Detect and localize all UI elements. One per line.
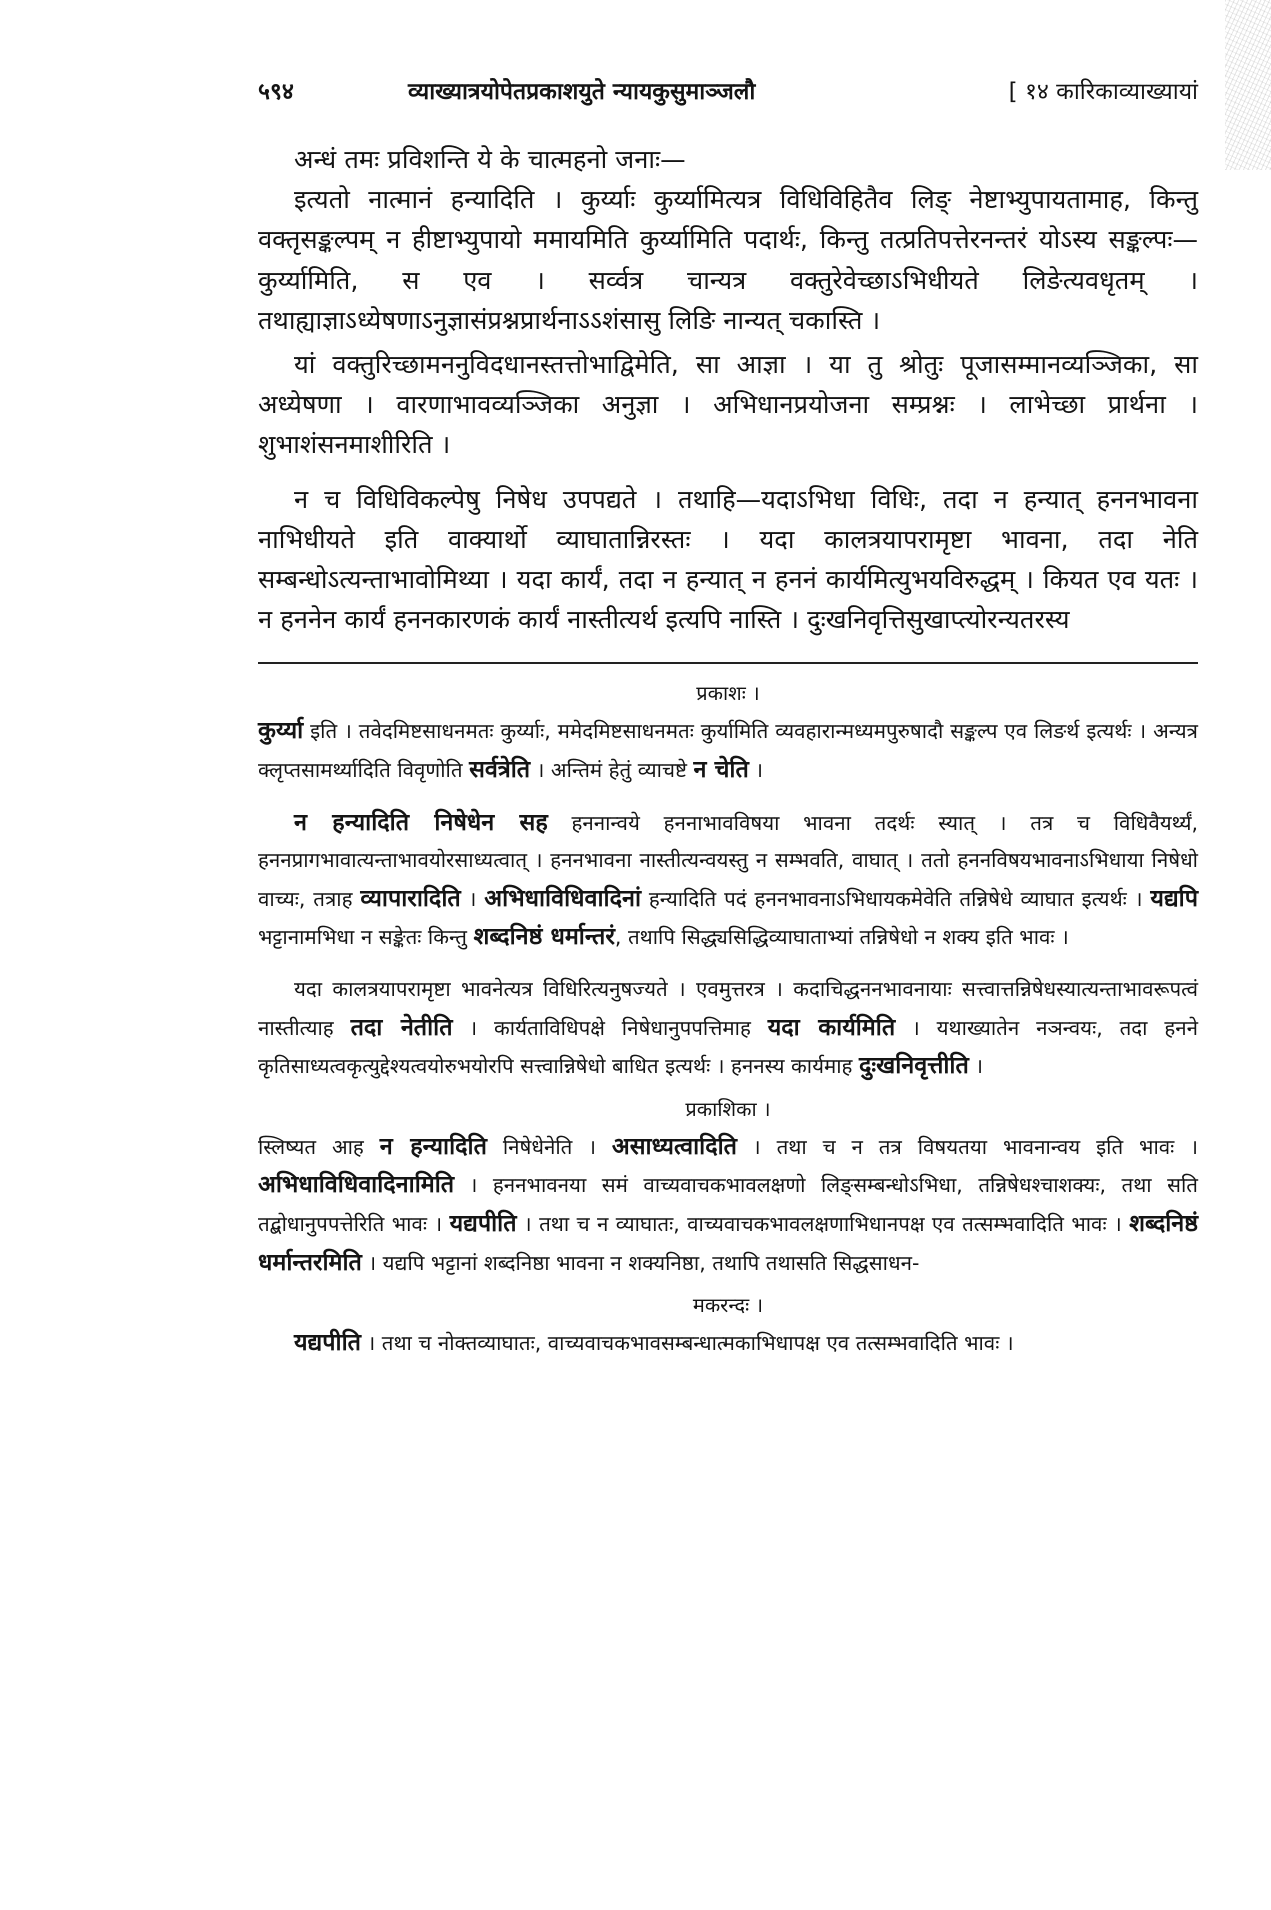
divider-rule <box>258 662 1198 664</box>
lemma: न चेति <box>693 755 749 784</box>
lemma: अभिधाविधिवादिनामिति <box>258 1170 455 1199</box>
makaranda-heading: मकरन्दः । <box>692 1293 764 1318</box>
lemma: यदा कार्यमिति <box>767 1012 896 1041</box>
text: निषेधेनेति । <box>486 1134 612 1159</box>
prakasha-paragraph-1 <box>258 712 1198 789</box>
text: । कार्यताविधिपक्षे निषेधानुपपत्तिमाह <box>452 1015 768 1040</box>
prakasha-paragraph-2 <box>258 804 1198 957</box>
lemma: अभिधाविधिवादिनां <box>484 883 641 912</box>
lemma: न हन्यादिति निषेधेन सह <box>294 807 548 836</box>
section-label: [ १४ कारिकाव्याख्यायां <box>1008 79 1198 105</box>
prakasha-commentary <box>258 676 1198 1085</box>
lemma: शब्दनिष्ठं धर्मान्तरमिति <box>258 1208 1199 1276</box>
running-header <box>258 72 1198 112</box>
text: । तथा च नोक्तव्याघातः, वाच्यवाचकभावसम्बन्धात्मकाभिधापक्ष एव तत्सम्भवादिति भावः । <box>360 1331 1014 1356</box>
lemma: यद्यपीति <box>449 1208 517 1237</box>
text: । यद्यपि भट्टानां शब्दनिष्ठा भावना न शक्यनिष्ठा, तथापि तथासति सिद्धसाधन- <box>361 1250 920 1275</box>
text: । यथाख्यातेन नञन्वयः, तदा हनने कृतिसाध्यत्वकृत्युद्देश्यत्वयोरुभयोरपि सत्त्वान्निषेधो बाधित इत्यर्थः । हननस्य कार्यमाह <box>258 1015 1198 1079</box>
text: । <box>460 886 485 911</box>
text: भट्टानामभिधा न सङ्केतः किन्तु <box>258 925 474 950</box>
lemma: न हन्यादिति <box>379 1131 487 1160</box>
lemma: यद्यपीति <box>294 1328 361 1357</box>
text: , तथापि सिद्ध्यसिद्धिव्याघाताभ्यां तन्निषेधो न शक्य इति भावः । <box>614 925 1069 950</box>
page <box>258 72 1198 1363</box>
text: । अन्तिमं हेतुं व्याचष्टे <box>530 758 694 783</box>
lemma: कुर्य्या <box>258 716 304 745</box>
prakasha-heading: प्रकाशः । <box>696 681 760 706</box>
text: स्लिष्यत आह <box>258 1134 380 1159</box>
text: । <box>748 758 764 783</box>
text: इति । तवेदमिष्टसाधनमतः कुर्य्याः, ममेदमिष्टसाधनमतः कुर्यामिति व्यवहारान्मध्यमपुरुषादौ सङ्कल्प एव लिङर्थ इत्यर्थः । अन्यत्र क्लृप्तसामर्थ्यादिति विवृणोति <box>258 719 1198 783</box>
makaranda-paragraph-1 <box>258 1324 1198 1363</box>
text: । <box>968 1054 984 1079</box>
page-number: ५९४ <box>258 79 294 105</box>
lemma: शब्दनिष्ठं धर्मान्तरं <box>473 922 615 951</box>
prakashika-commentary <box>258 1092 1198 1282</box>
prakashika-paragraph-1 <box>258 1128 1198 1282</box>
prakasha-paragraph-3 <box>258 971 1198 1086</box>
main-text <box>258 140 1198 640</box>
lemma: व्यापारादिति <box>360 883 461 912</box>
lemma: सर्वत्रेति <box>469 755 531 784</box>
main-paragraph-1: इत्यतो नात्मानं हन्यादिति । कुर्य्याः कुर्य्यामित्यत्र विधिविहितैव लिङ् नेष्टाभ्युपायतामाह, किन्तु वक्तृसङ्कल्पम् न हीष्टाभ्युपायो ममायमिति कुर्य्यामिति पदार्थः, किन्तु तत्प्रतिपत्तेरनन्तरं योऽस्य सङ्कल्पः—कुर्य्यामिति, स एव । सर्व्वत्र चान्यत्र वक्तुरेवेच्छाऽभिधीयते लिङेत्यवधृतम् । तथाह्याज्ञाऽध्येषणाऽनुज्ञासंप्रश्नप्रार्थनाऽऽशंसासु लिङि नान्यत् चकास्ति । <box>258 185 1198 336</box>
lemma: तदा नेतीति <box>350 1012 453 1041</box>
main-paragraph-2: यां वक्तुरिच्छामननुविदधानस्तत्तोभाद्विमेति, सा आज्ञा । या तु श्रोतुः पूजासम्मानव्यञ्जिका, सा अध्येषणा । वारणाभावव्यञ्जिका अनुज्ञा । अभिधानप्रयोजना सम्प्रश्नः । लाभेच्छा प्रार्थना । शुभाशंसनमाशीरिति । <box>258 350 1198 461</box>
text: हननान्वये हननाभावविषया भावना तदर्थः स्यात् । तत्र च विधिवैयर्थ्यं, हननप्रागभावात्यन्ताभावयोरसाध्यत्वात् । हननभावना नास्तीत्यन्वयस्तु न सम्भवति, वाघात् । ततो हननविषयभावनाऽभिधाया निषेधो वाच्यः, तत्राह <box>258 810 1198 911</box>
text: । तथा च न तत्र विषयतया भावनान्वय इति भावः । <box>737 1134 1198 1159</box>
text: हन्यादिति पदं हननभावनाऽभिधायकमेवेति तन्निषेधे व्याघात इत्यर्थः । <box>641 886 1151 911</box>
text: । हननभावनया समं वाच्यवाचकभावलक्षणो लिङ्सम्बन्धोऽभिधा, तन्निषेधश्चाशक्यः, तथा सति तद्बोधानुपपत्तेरिति भावः । <box>258 1173 1198 1236</box>
book-title: व्याख्यात्रयोपेतप्रकाशयुते न्यायकुसुमाञ्जलौ <box>408 79 756 105</box>
quoted-verse: अन्धं तमः प्रविशन्ति ये के चात्महनो जनाः— <box>294 145 686 175</box>
text: यदा कालत्रयापरामृष्टा भावनेत्यत्र विधिरित्यनुषज्यते । एवमुत्तरत्र । कदाचिद्धननभावनायाः सत्त्वात्तन्निषेधस्यात्यन्ताभावरूपत्वं नास्तीत्याह <box>258 977 1198 1040</box>
makaranda-commentary <box>258 1288 1198 1363</box>
lemma: असाध्यत्वादिति <box>611 1131 737 1160</box>
main-paragraph-3: न च विधिविकल्पेषु निषेध उपपद्यते । तथाहि—यदाऽभिधा विधिः, तदा न हन्यात् हननभावना नाभिधीयते इति वाक्यार्थो व्याघातान्निरस्तः । यदा कालत्रयापरामृष्टा भावना, तदा नेति सम्बन्धोऽत्यन्ताभावोमिथ्या । यदा कार्यं, तदा न हन्यात् न हननं कार्यमित्युभयविरुद्धम् । कियत एव यतः । न हननेन कार्यं हननकारणकं कार्यं नास्तीत्यर्थ इत्यपि नास्ति । दुःखनिवृत्तिसुखाप्त्योरन्यतरस्य <box>258 484 1198 636</box>
prakashika-heading: प्रकाशिका । <box>685 1096 771 1121</box>
text: । तथा च न व्याघातः, वाच्यवाचकभावलक्षणाभिधानपक्ष एव तत्सम्भवादिति भावः । <box>516 1211 1130 1236</box>
lemma: दुःखनिवृत्तीति <box>858 1051 969 1080</box>
scan-edge-noise <box>1225 0 1271 170</box>
lemma: यद्यपि <box>1150 883 1198 912</box>
